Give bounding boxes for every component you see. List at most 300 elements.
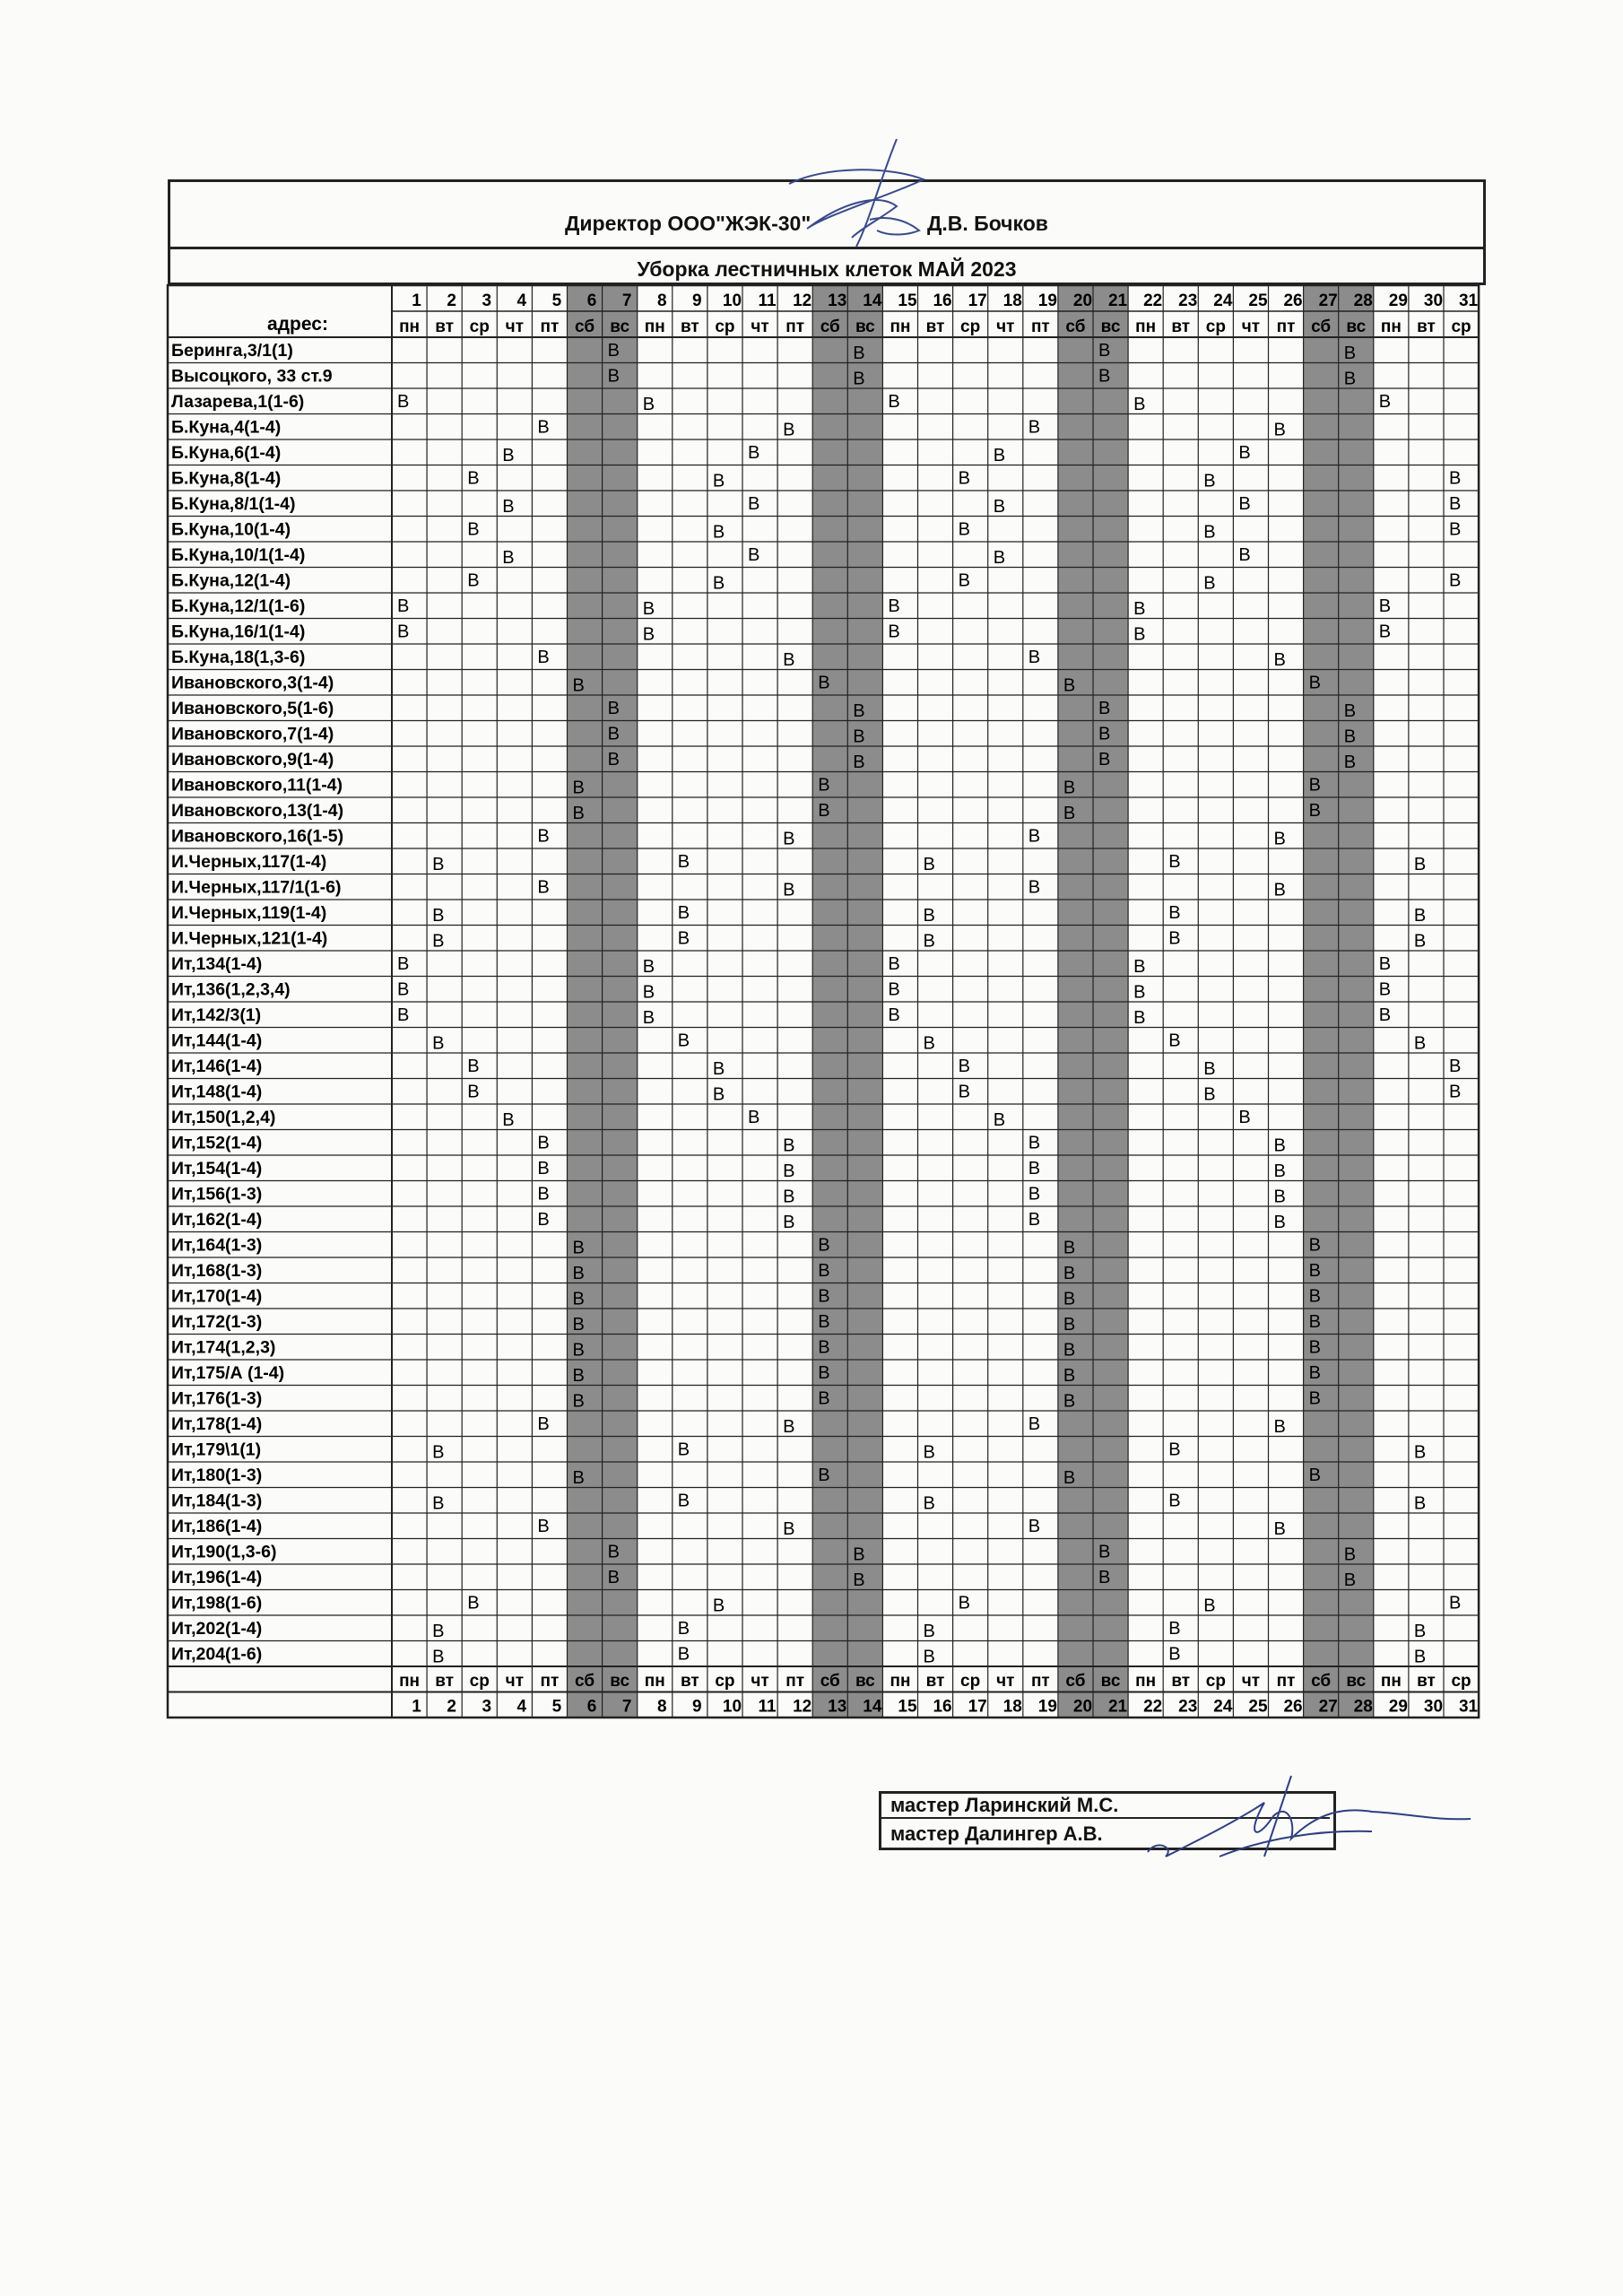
address-cell: Ивановского,3(1-4)	[171, 673, 334, 693]
cleaning-mark: В	[923, 1647, 935, 1667]
cleaning-mark: В	[1133, 982, 1146, 1003]
cleaning-mark: В	[467, 468, 480, 489]
weekday-header: пт	[1276, 317, 1296, 336]
weekday-footer: пт	[1276, 1672, 1296, 1691]
cleaning-mark: В	[1063, 778, 1076, 798]
address-cell: Ивановского,5(1-6)	[171, 699, 334, 718]
day-number-header: 16	[933, 291, 952, 310]
cleaning-mark: В	[1133, 957, 1146, 977]
cleaning-mark: В	[1168, 1031, 1181, 1051]
cleaning-mark: В	[888, 596, 900, 616]
weekday-header: пт	[540, 317, 560, 336]
weekday-footer: ср	[1205, 1672, 1226, 1691]
day-number-header: 11	[758, 291, 777, 310]
weekday-footer: пн	[644, 1672, 665, 1691]
day-number-header: 31	[1458, 291, 1479, 310]
address-cell: Ит,148(1-4)	[171, 1082, 263, 1102]
cleaning-mark: В	[818, 1235, 830, 1256]
cleaning-mark: В	[1273, 650, 1286, 670]
cleaning-mark: В	[607, 699, 620, 718]
cleaning-mark: В	[1063, 1238, 1076, 1258]
cleaning-mark: В	[432, 1647, 445, 1667]
masters-signature	[1139, 1767, 1480, 1883]
cleaning-mark: В	[1133, 395, 1146, 414]
weekday-header: сб	[575, 317, 595, 336]
day-number-footer: 3	[482, 1697, 492, 1717]
cleaning-mark: В	[677, 852, 690, 872]
day-number-footer: 8	[656, 1697, 667, 1717]
cleaning-mark: В	[818, 1337, 830, 1358]
cleaning-mark: В	[748, 443, 760, 463]
cleaning-mark: В	[1203, 1059, 1216, 1079]
cleaning-mark: В	[1098, 750, 1111, 770]
weekday-header: чт	[996, 317, 1015, 336]
weekday-header: ср	[1451, 317, 1471, 336]
cleaning-mark: В	[1308, 801, 1321, 821]
cleaning-mark: В	[677, 1619, 690, 1639]
cleaning-mark: В	[1449, 1057, 1462, 1076]
cleaning-mark: В	[1063, 1468, 1076, 1488]
address-cell: Ит,202(1-4)	[171, 1619, 263, 1639]
cleaning-mark: В	[1413, 906, 1427, 926]
cleaning-mark: В	[1308, 1286, 1321, 1307]
cleaning-mark: В	[853, 701, 865, 721]
cleaning-mark: В	[432, 906, 445, 926]
cleaning-mark: В	[1378, 622, 1392, 642]
cleaning-mark: В	[572, 1366, 585, 1386]
cleaning-mark: В	[572, 1340, 585, 1361]
cleaning-mark: В	[1168, 1619, 1181, 1639]
address-cell: Ит,179\1(1)	[171, 1439, 262, 1460]
cleaning-mark: В	[677, 1439, 690, 1460]
address-cell: Ит,168(1-3)	[171, 1261, 263, 1281]
director-label: Директор ООО"ЖЭК-30"	[565, 212, 812, 235]
day-number-header: 19	[1037, 291, 1057, 310]
cleaning-mark: В	[572, 1264, 585, 1283]
day-number-header: 25	[1248, 291, 1268, 310]
cleaning-mark: В	[1168, 1439, 1181, 1460]
day-number-header: 20	[1072, 291, 1093, 310]
cleaning-mark: В	[783, 1135, 795, 1156]
day-number-footer: 23	[1178, 1697, 1198, 1717]
cleaning-mark: В	[818, 1286, 830, 1307]
weekday-footer: вт	[1417, 1672, 1436, 1691]
cleaning-mark: В	[923, 931, 935, 952]
address-cell: Ивановского,7(1-4)	[171, 724, 334, 744]
cleaning-mark: В	[783, 1213, 795, 1232]
address-cell: Ит,154(1-4)	[171, 1159, 263, 1178]
address-cell: Ит,134(1-4)	[171, 954, 263, 974]
weekday-header: вс	[855, 317, 875, 336]
weekday-header: чт	[1241, 317, 1261, 336]
address-cell: Ит,174(1,2,3)	[171, 1337, 276, 1358]
cleaning-mark: В	[818, 801, 830, 821]
cleaning-mark: В	[1098, 341, 1111, 361]
address-cell: Ит,150(1,2,4)	[171, 1108, 276, 1127]
day-number-footer: 21	[1107, 1697, 1128, 1717]
cleaning-mark: В	[1203, 1596, 1216, 1616]
cleaning-mark: В	[993, 548, 1006, 568]
director-name: Д.В. Бочков	[927, 212, 1048, 235]
cleaning-mark: В	[677, 1031, 690, 1051]
cleaning-mark: В	[607, 750, 620, 770]
cleaning-mark: В	[1168, 903, 1181, 923]
cleaning-mark: В	[397, 954, 410, 974]
cleaning-mark: В	[1308, 1261, 1321, 1281]
cleaning-mark: В	[537, 1184, 550, 1205]
cleaning-mark: В	[677, 1491, 690, 1511]
cleaning-mark: В	[1308, 1337, 1321, 1358]
weekday-header: пн	[644, 317, 665, 336]
address-cell: Высоцкого, 33 ст.9	[171, 366, 333, 387]
cleaning-mark: В	[572, 804, 585, 823]
cleaning-mark: В	[397, 1005, 410, 1025]
weekday-footer: сб	[1311, 1672, 1332, 1691]
weekday-footer: сб	[1065, 1672, 1086, 1691]
address-cell: Лазарева,1(1-6)	[171, 392, 305, 412]
cleaning-mark: В	[467, 519, 480, 540]
day-number-header: 4	[516, 291, 527, 310]
cleaning-mark: В	[1098, 366, 1111, 387]
cleaning-mark: В	[607, 1568, 620, 1587]
cleaning-mark: В	[712, 522, 725, 543]
day-number-footer: 2	[447, 1697, 456, 1717]
weekday-header: вс	[1100, 317, 1121, 336]
cleaning-mark: В	[1063, 1315, 1076, 1335]
cleaning-mark: В	[783, 1417, 795, 1437]
cleaning-mark: В	[502, 446, 515, 465]
weekday-header: ср	[715, 317, 735, 336]
cleaning-mark: В	[467, 1593, 480, 1613]
cleaning-mark: В	[1273, 1519, 1286, 1539]
weekday-header: ср	[469, 317, 490, 336]
cleaning-mark: В	[888, 954, 900, 974]
weekday-header: пн	[890, 317, 911, 336]
cleaning-mark: В	[1413, 931, 1427, 952]
cleaning-mark: В	[642, 982, 655, 1003]
cleaning-mark: В	[958, 1593, 970, 1613]
cleaning-mark: В	[572, 1468, 585, 1488]
cleaning-mark: В	[397, 392, 410, 412]
cleaning-mark: В	[432, 1622, 445, 1641]
day-number-header: 28	[1353, 291, 1373, 310]
cleaning-mark: В	[888, 392, 900, 412]
cleaning-mark: В	[572, 1315, 585, 1335]
cleaning-mark: В	[467, 1082, 480, 1102]
address-cell: Ит,172(1-3)	[171, 1312, 263, 1332]
address-cell: Ивановского,9(1-4)	[171, 750, 334, 770]
cleaning-mark: В	[853, 752, 865, 772]
address-cell: Б.Куна,6(1-4)	[171, 443, 282, 463]
day-number-header: 9	[692, 291, 702, 310]
day-number-header: 2	[447, 291, 456, 310]
day-number-header: 26	[1283, 291, 1303, 310]
day-number-header: 3	[482, 291, 492, 310]
day-number-footer: 11	[758, 1697, 777, 1717]
day-number-footer: 4	[516, 1697, 527, 1717]
cleaning-mark: В	[502, 548, 515, 568]
day-number-footer: 22	[1143, 1697, 1163, 1717]
address-cell: Ит,136(1,2,3,4)	[171, 979, 291, 1000]
address-cell: Б.Куна,18(1,3-6)	[171, 648, 306, 667]
cleaning-mark: В	[1028, 1184, 1041, 1205]
address-column-header: адрес:	[267, 314, 328, 335]
address-cell: Ит,142/3(1)	[171, 1005, 262, 1025]
day-number-footer: 29	[1388, 1697, 1408, 1717]
cleaning-mark: В	[1273, 880, 1286, 900]
day-number-footer: 1	[412, 1697, 421, 1717]
cleaning-mark: В	[467, 570, 480, 591]
day-number-footer: 16	[933, 1697, 952, 1717]
cleaning-mark: В	[1308, 1388, 1321, 1409]
cleaning-mark: В	[607, 724, 620, 744]
day-number-footer: 26	[1283, 1697, 1303, 1717]
cleaning-mark: В	[1063, 675, 1076, 696]
cleaning-mark: В	[1273, 420, 1286, 440]
address-cell: Ит,180(1-3)	[171, 1465, 263, 1485]
weekday-footer: чт	[751, 1672, 769, 1691]
address-cell: Ит,164(1-3)	[171, 1235, 263, 1256]
address-cell: Ит,175/А (1-4)	[171, 1363, 285, 1383]
cleaning-mark: В	[888, 1005, 900, 1025]
weekday-footer: вс	[855, 1672, 875, 1691]
day-number-footer: 24	[1213, 1697, 1233, 1717]
cleaning-mark: В	[783, 1187, 795, 1207]
day-number-header: 6	[586, 291, 597, 310]
address-cell: Ит,144(1-4)	[171, 1031, 263, 1051]
cleaning-mark: В	[1343, 726, 1357, 747]
cleaning-mark: В	[818, 673, 830, 693]
cleaning-mark: В	[923, 1622, 935, 1641]
address-cell: Ит,162(1-4)	[171, 1210, 263, 1230]
cleaning-mark: В	[783, 1519, 795, 1539]
address-cell: Б.Куна,12(1-4)	[171, 570, 291, 591]
cleaning-mark: В	[783, 420, 795, 440]
weekday-header: вт	[1417, 317, 1436, 336]
cleaning-mark: В	[1343, 752, 1357, 772]
day-number-footer: 18	[1002, 1697, 1022, 1717]
day-number-footer: 19	[1037, 1697, 1057, 1717]
cleaning-mark: В	[1273, 1135, 1286, 1156]
cleaning-mark: В	[1168, 1644, 1181, 1665]
day-number-footer: 30	[1423, 1697, 1444, 1717]
cleaning-mark: В	[1413, 1442, 1427, 1463]
cleaning-mark: В	[642, 1008, 655, 1028]
weekday-header: вс	[1346, 317, 1367, 336]
day-number-header: 10	[722, 291, 742, 310]
address-cell: Ит,146(1-4)	[171, 1057, 263, 1076]
day-number-footer: 10	[722, 1697, 742, 1717]
cleaning-mark: В	[607, 1542, 620, 1562]
cleaning-mark: В	[923, 906, 935, 926]
weekday-footer: вс	[610, 1672, 630, 1691]
weekday-footer: вт	[1171, 1672, 1191, 1691]
weekday-header: пн	[399, 317, 421, 336]
cleaning-mark: В	[853, 369, 865, 389]
address-cell: Б.Куна,8/1(1-4)	[171, 494, 296, 514]
cleaning-mark: В	[748, 545, 760, 565]
cleaning-mark: В	[502, 1110, 515, 1130]
weekday-header: пт	[785, 317, 805, 336]
master-1-name: мастер Ларинский М.С.	[881, 1792, 1330, 1819]
day-number-footer: 17	[968, 1697, 987, 1717]
cleaning-mark: В	[818, 1388, 830, 1409]
cleaning-mark: В	[677, 928, 690, 949]
cleaning-mark: В	[1308, 775, 1321, 796]
cleaning-mark: В	[1449, 1593, 1462, 1613]
day-number-footer: 6	[586, 1697, 597, 1717]
day-number-header: 14	[863, 291, 882, 310]
cleaning-mark: В	[607, 341, 620, 361]
cleaning-mark: В	[397, 979, 410, 1000]
cleaning-mark: В	[677, 1644, 690, 1665]
day-number-footer: 31	[1458, 1697, 1479, 1717]
cleaning-mark: В	[1449, 494, 1462, 514]
cleaning-mark: В	[783, 1161, 795, 1181]
cleaning-mark: В	[642, 957, 655, 977]
cleaning-mark: В	[1098, 1568, 1111, 1587]
cleaning-mark: В	[1028, 1133, 1041, 1153]
cleaning-mark: В	[1028, 877, 1041, 898]
cleaning-mark: В	[1028, 1414, 1041, 1434]
weekday-header: чт	[751, 317, 769, 336]
cleaning-mark: В	[572, 1391, 585, 1412]
cleaning-mark: В	[1273, 829, 1286, 849]
cleaning-mark: В	[1343, 369, 1357, 389]
weekday-header: вс	[610, 317, 630, 336]
address-cell: И.Черных,117(1-4)	[171, 852, 327, 872]
cleaning-mark: В	[712, 471, 725, 491]
weekday-footer: сб	[575, 1672, 595, 1691]
address-cell: Ит,176(1-3)	[171, 1388, 263, 1409]
cleaning-mark: В	[642, 624, 655, 645]
weekday-header: сб	[1065, 317, 1086, 336]
cleaning-mark: В	[572, 1238, 585, 1258]
cleaning-mark: В	[1238, 443, 1251, 463]
cleaning-mark: В	[1378, 392, 1392, 412]
weekday-header: сб	[820, 317, 840, 336]
cleaning-mark: В	[1028, 417, 1041, 438]
address-cell: Беринга,3/1(1)	[171, 341, 293, 361]
day-number-footer: 20	[1072, 1697, 1093, 1717]
cleaning-mark: В	[818, 1465, 830, 1485]
cleaning-mark: В	[1168, 928, 1181, 949]
master-2-name: мастер Далингер А.В.	[890, 1822, 1103, 1845]
cleaning-mark: В	[993, 446, 1006, 465]
cleaning-mark: В	[537, 826, 550, 847]
cleaning-mark: В	[958, 468, 970, 489]
cleaning-mark: В	[467, 1057, 480, 1076]
cleaning-mark: В	[1413, 1033, 1427, 1054]
cleaning-mark: В	[572, 778, 585, 798]
weekday-footer: чт	[505, 1672, 525, 1691]
day-number-footer: 5	[551, 1697, 562, 1717]
cleaning-mark: В	[397, 622, 410, 642]
weekday-header: ср	[1205, 317, 1226, 336]
day-number-header: 15	[898, 291, 917, 310]
day-number-header: 7	[621, 291, 632, 310]
weekday-header: чт	[505, 317, 525, 336]
address-cell: Ит,196(1-4)	[171, 1568, 263, 1587]
address-cell: Ит,184(1-3)	[171, 1491, 263, 1511]
cleaning-mark: В	[1133, 599, 1146, 619]
cleaning-mark: В	[1378, 979, 1392, 1000]
address-cell: Ит,190(1,3-6)	[171, 1542, 277, 1562]
cleaning-mark: В	[1308, 1312, 1321, 1332]
cleaning-mark: В	[853, 1570, 865, 1590]
cleaning-mark: В	[537, 877, 550, 898]
cleaning-mark: В	[572, 1289, 585, 1309]
address-cell: И.Черных,121(1-4)	[171, 928, 328, 949]
cleaning-mark: В	[1343, 701, 1357, 721]
cleaning-mark: В	[537, 417, 550, 438]
day-number-header: 17	[968, 291, 987, 310]
weekday-header: вт	[680, 317, 699, 336]
cleaning-mark: В	[1063, 1340, 1076, 1361]
weekday-footer: пн	[1380, 1672, 1402, 1691]
cleaning-mark: В	[1203, 573, 1216, 594]
cleaning-mark: В	[1449, 570, 1462, 591]
cleaning-mark: В	[712, 1059, 725, 1079]
cleaning-mark: В	[1308, 1363, 1321, 1383]
cleaning-mark: В	[958, 570, 970, 591]
cleaning-mark: В	[537, 1133, 550, 1153]
cleaning-mark: В	[1273, 1187, 1286, 1207]
address-cell: Б.Куна,10/1(1-4)	[171, 545, 306, 565]
cleaning-mark: В	[818, 1261, 830, 1281]
cleaning-mark: В	[677, 903, 690, 923]
cleaning-mark: В	[1413, 855, 1427, 874]
cleaning-mark: В	[1449, 519, 1462, 540]
cleaning-mark: В	[783, 880, 795, 900]
cleaning-mark: В	[1273, 1161, 1286, 1181]
weekday-header: вт	[925, 317, 945, 336]
cleaning-mark: В	[958, 1057, 970, 1076]
cleaning-mark: В	[432, 931, 445, 952]
cleaning-mark: В	[1308, 673, 1321, 693]
weekday-footer: вт	[680, 1672, 699, 1691]
cleaning-mark: В	[993, 1110, 1006, 1130]
cleaning-mark: В	[1203, 471, 1216, 491]
cleaning-mark: В	[1413, 1493, 1427, 1514]
weekday-footer: пн	[1135, 1672, 1157, 1691]
day-number-footer: 15	[898, 1697, 917, 1717]
cleaning-mark: В	[432, 1033, 445, 1054]
cleaning-mark: В	[1028, 648, 1041, 667]
cleaning-mark: В	[1343, 1570, 1357, 1590]
cleaning-mark: В	[1378, 954, 1392, 974]
day-number-header: 8	[656, 291, 667, 310]
address-cell: Ит,186(1-4)	[171, 1517, 263, 1536]
weekday-footer: чт	[1241, 1672, 1261, 1691]
schedule-title: Уборка лестничных клеток МАЙ 2023	[637, 257, 1017, 281]
weekday-footer: вс	[1100, 1672, 1121, 1691]
cleaning-mark: В	[432, 1493, 445, 1514]
weekday-header: вт	[435, 317, 455, 336]
cleaning-mark: В	[853, 344, 865, 363]
day-number-footer: 12	[793, 1697, 812, 1717]
cleaning-mark: В	[783, 829, 795, 849]
weekday-footer: пн	[890, 1672, 911, 1691]
address-cell: Ит,156(1-3)	[171, 1184, 263, 1205]
cleaning-mark: В	[712, 1596, 725, 1616]
weekday-footer: пт	[1030, 1672, 1050, 1691]
cleaning-mark: В	[1063, 1366, 1076, 1386]
cleaning-mark: В	[1238, 494, 1251, 514]
cleaning-mark: В	[1063, 1289, 1076, 1309]
cleaning-mark: В	[1028, 1159, 1041, 1178]
weekday-footer: ср	[469, 1672, 490, 1691]
